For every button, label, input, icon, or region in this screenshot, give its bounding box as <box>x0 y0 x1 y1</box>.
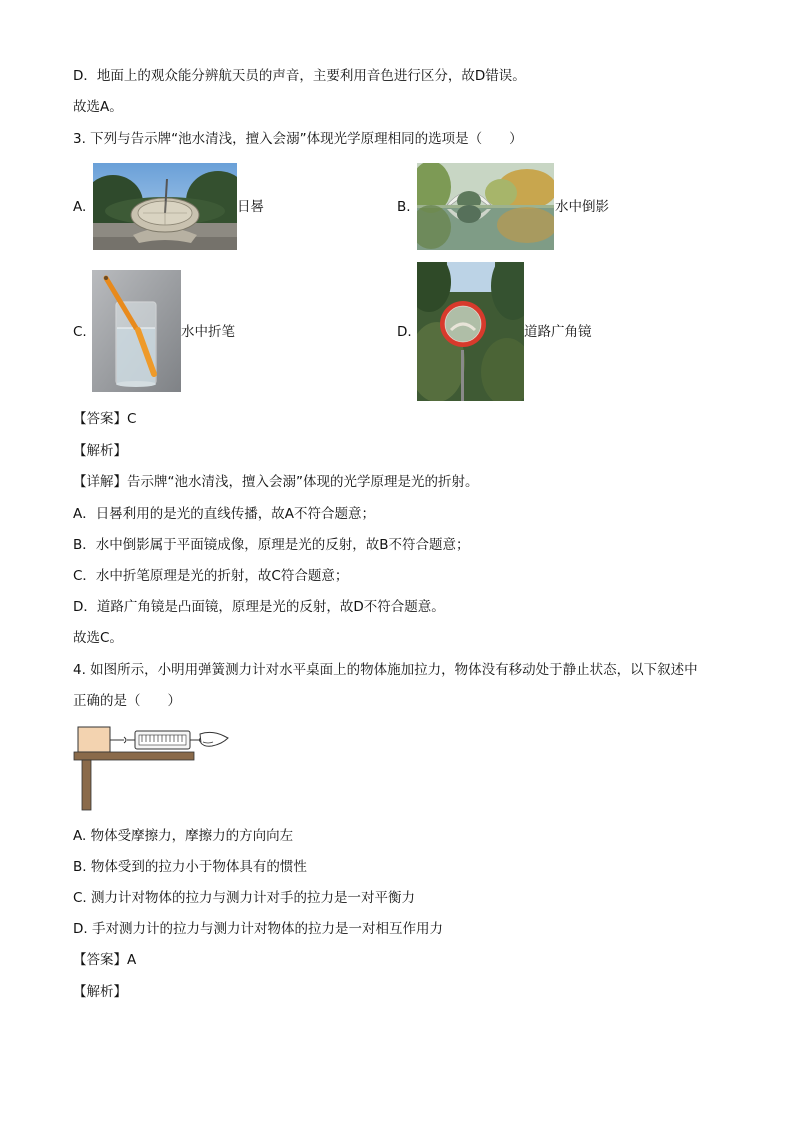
q3-option-b-letter: B. <box>397 199 411 215</box>
q4-answer: 【答案】A <box>73 952 137 968</box>
q3-option-c-letter: C. <box>73 324 87 340</box>
q4-stem-line1: 4. 如图所示，小明用弹簧测力计对水平桌面上的物体施加拉力，物体没有移动处于静止状态，以下叙述中 <box>73 662 698 678</box>
q3-explanation-b: B．水中倒影属于平面镜成像，原理是光的反射，故B不符合题意； <box>73 537 470 553</box>
q4-option-c: C. 测力计对物体的拉力与测力计对手的拉力是一对平衡力 <box>73 890 416 906</box>
q4-option-b: B. 物体受到的拉力小于物体具有的惯性 <box>73 859 307 875</box>
q3-option-d-letter: D. <box>397 324 412 340</box>
q3-answer: 【答案】C <box>73 411 137 427</box>
spring-scale-pulling-block-figure <box>72 722 232 812</box>
q3-option-a-letter: A. <box>73 199 87 215</box>
road-convex-mirror-photo <box>417 262 524 401</box>
q3-option-b-label: 水中倒影 <box>555 199 609 215</box>
q3-option-a-label: 日晷 <box>237 199 264 215</box>
q3-explanation-c: C．水中折笔原理是光的折射，故C符合题意； <box>73 568 349 584</box>
q3-stem: 3. 下列与告示牌“池水清浅，擅入会溺”体现光学原理相同的选项是（ ） <box>73 131 523 147</box>
pencil-in-water-photo <box>92 270 181 392</box>
sundial-photo <box>93 163 237 250</box>
q3-detail: 【详解】告示牌“池水清浅，擅入会溺”体现的光学原理是光的折射。 <box>73 474 479 490</box>
q3-explanation-a: A．日晷利用的是光的直线传播，故A不符合题意； <box>73 506 375 522</box>
q2-conclusion: 故选A。 <box>73 99 123 115</box>
q3-option-c-label: 水中折笔 <box>181 324 235 340</box>
q4-stem-line2: 正确的是（ ） <box>73 693 181 709</box>
q2-option-d-explanation: D．地面上的观众能分辨航天员的声音，主要利用音色进行区分，故D错误。 <box>73 68 526 84</box>
q3-option-d-label: 道路广角镜 <box>524 324 592 340</box>
q3-explanation-d: D．道路广角镜是凸面镜，原理是光的反射，故D不符合题意。 <box>73 599 445 615</box>
q3-analysis-heading: 【解析】 <box>73 443 127 459</box>
q4-option-a: A. 物体受摩擦力，摩擦力的方向向左 <box>73 828 294 844</box>
q4-analysis-heading: 【解析】 <box>73 984 127 1000</box>
q4-option-d: D. 手对测力计的拉力与测力计对物体的拉力是一对相互作用力 <box>73 921 443 937</box>
q3-conclusion: 故选C。 <box>73 630 123 646</box>
water-reflection-photo <box>417 163 554 250</box>
